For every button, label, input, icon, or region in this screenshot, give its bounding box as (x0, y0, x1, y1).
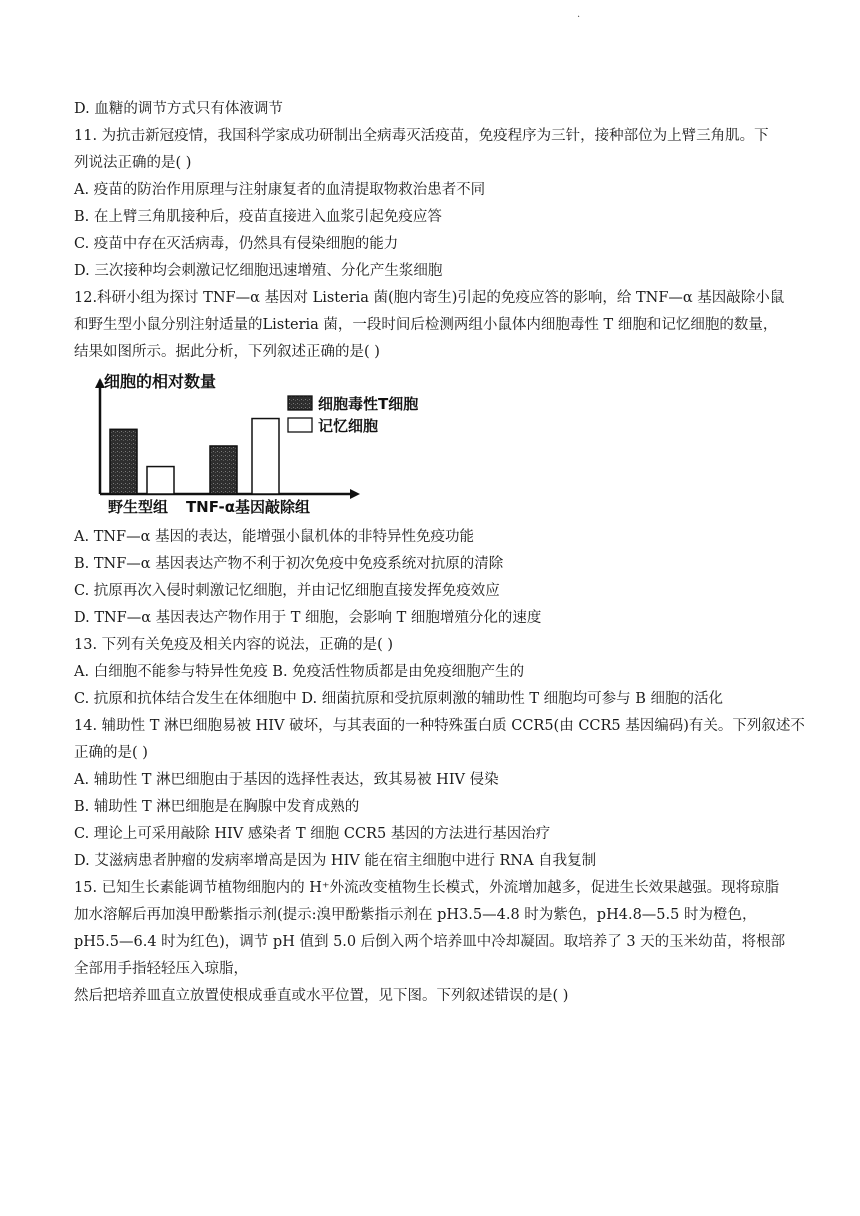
chart-legend (288, 395, 418, 435)
legend-swatch-0 (288, 396, 312, 410)
text-line: pH5.5—6.4 时为红色)，调节 pH 值到 5.0 后倒入两个培养皿中冷却凝固。取培养了 3 天的玉米幼苗，将根部 (74, 934, 786, 950)
text-line: 和野生型小鼠分别注射适量的Listeria 菌，一段时间后检测两组小鼠体内细胞毒性 T 细胞和记忆细胞的数量， (74, 317, 778, 333)
text-line: D. TNF—α 基因表达产物作用于 T 细胞，会影响 T 细胞增殖分化的速度 (74, 610, 542, 626)
text-line: C. 疫苗中存在灭活病毒，仍然具有侵染细胞的能力 (74, 236, 399, 252)
text-line: A. 疫苗的防治作用原理与注射康复者的血清提取物救治患者不同 (74, 182, 486, 198)
text-line: B. 在上臂三角肌接种后，疫苗直接进入血浆引起免疫应答 (74, 209, 442, 225)
text-line: 列说法正确的是( ) (74, 155, 192, 171)
text-line: D. 血糖的调节方式只有体液调节 (74, 101, 283, 117)
text-line: 13. 下列有关免疫及相关内容的说法，正确的是( ) (74, 637, 394, 653)
page-top-mark: · (577, 12, 581, 23)
text-line: A. TNF—α 基因的表达，能增强小鼠机体的非特异性免疫功能 (74, 529, 475, 545)
text-line: 然后把培养皿直立放置使根成垂直或水平位置，见下图。下列叙述错误的是( ) (74, 988, 569, 1004)
category-label-0: 野生型组 (107, 498, 169, 516)
text-line: 结果如图所示。据此分析，下列叙述正确的是( ) (74, 344, 380, 360)
text-line: 11. 为抗击新冠疫情，我国科学家成功研制出全病毒灭活疫苗，免疫程序为三针，接种部位为上臂三角肌。下 (74, 128, 769, 144)
legend-label-0: 细胞毒性T细胞 (318, 395, 419, 413)
bar-1-1 (252, 419, 279, 494)
bar-0-1 (147, 467, 174, 494)
text-line: 加水溶解后再加溴甲酚紫指示剂(提示:溴甲酚紫指示剂在 pH3.5—4.8 时为紫色，pH4.8—5.5 时为橙色， (74, 907, 757, 923)
text-line: B. TNF—α 基因表达产物不利于初次免疫中免疫系统对抗原的清除 (74, 556, 504, 572)
text-line: 全部用手指轻轻压入琼脂， (74, 961, 248, 977)
text-line: C. 理论上可采用敲除 HIV 感染者 T 细胞 CCR5 基因的方法进行基因治疗 (74, 826, 551, 842)
text-line: 正确的是( ) (74, 745, 148, 761)
chart-bars (110, 419, 279, 494)
bar-1-0 (210, 446, 237, 494)
text-line: 15. 已知生长素能调节植物细胞内的 H⁺外流改变植物生长模式，外流增加越多，促进生长效果越强。现将琼脂 (74, 880, 780, 896)
text-line: B. 辅助性 T 淋巴细胞是在胸腺中发育成熟的 (74, 799, 360, 815)
text-line: A. 白细胞不能参与特异性免疫 B. 免疫活性物质都是由免疫细胞产生的 (74, 664, 525, 680)
text-line: 12.科研小组为探讨 TNF—α 基因对 Listeria 菌(胞内寄生)引起的免疫应答的影响，给 TNF—α 基因敲除小鼠 (74, 290, 785, 306)
category-label-1: TNF-α基因敲除组 (185, 498, 311, 516)
x-axis-arrow (350, 489, 360, 499)
text-line: 14. 辅助性 T 淋巴细胞易被 HIV 破坏，与其表面的一种特殊蛋白质 CCR5(由 CCR5 基因编码)有关。下列叙述不 (74, 718, 805, 734)
text-line: C. 抗原和抗体结合发生在体细胞中 D. 细菌抗原和受抗原刺激的辅助性 T 细胞均可参与 B 细胞的活化 (74, 691, 723, 707)
text-line: A. 辅助性 T 淋巴细胞由于基因的选择性表达，致其易被 HIV 侵染 (74, 772, 499, 788)
y-axis-label: 细胞的相对数量 (104, 372, 217, 391)
legend-swatch-1 (288, 418, 312, 432)
bar-chart (88, 366, 419, 518)
text-line: D. 艾滋病患者肿瘤的发病率增高是因为 HIV 能在宿主细胞中进行 RNA 自我复制 (74, 853, 597, 869)
bar-0-0 (110, 429, 137, 494)
text-line: D. 三次接种均会刺激记忆细胞迅速增殖、分化产生浆细胞 (74, 263, 443, 279)
legend-label-1: 记忆细胞 (318, 417, 379, 435)
text-line: C. 抗原再次入侵时刺激记忆细胞，并由记忆细胞直接发挥免疫效应 (74, 583, 500, 599)
